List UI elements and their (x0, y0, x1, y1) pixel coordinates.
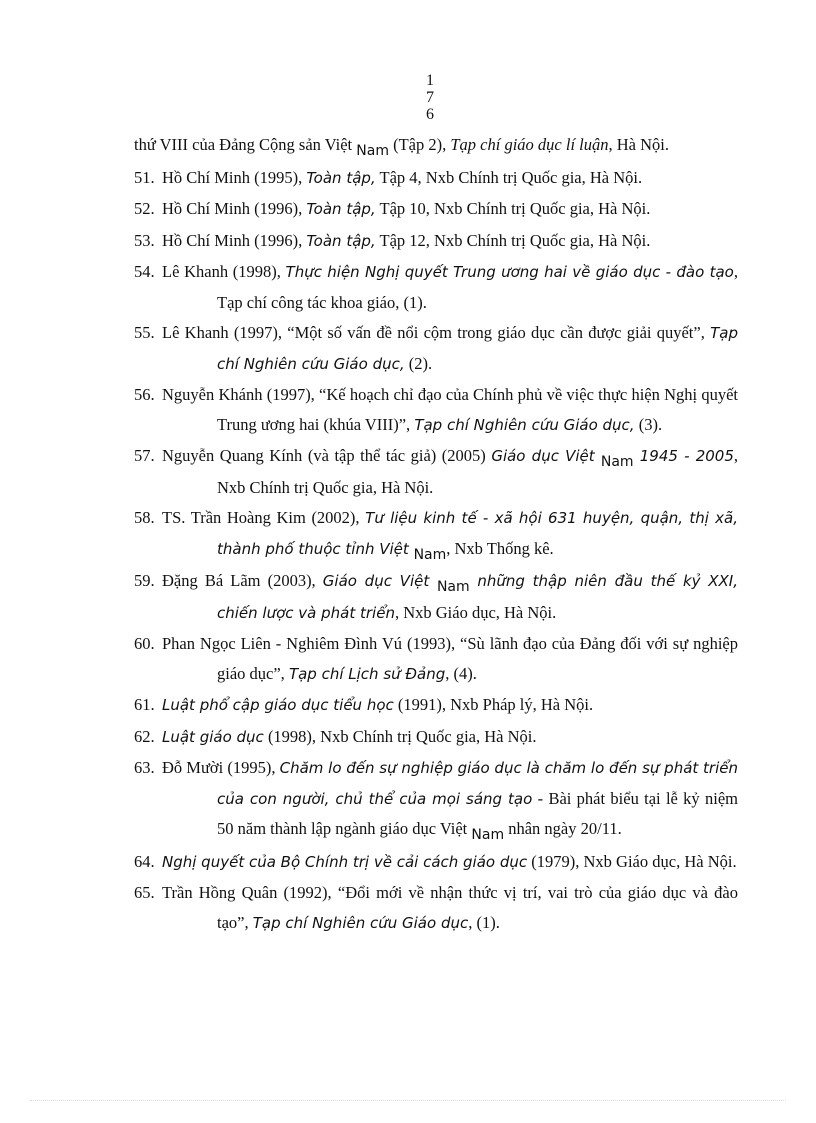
reference-entry-58: 58. TS. Trần Hoàng Kim (2002), Tư liệu kinh tế - xã hội 631 huyện, quận, thị xã, thành phố thuộc tỉnh Việt $_{Nam}$, Nxb Thống kê. (134, 508, 738, 563)
reference-title: Giáo dục Việt (491, 447, 601, 465)
reference-entry-60: 60. Phan Ngọc Liên - Nghiêm Đình Vú (1993), “Sù lãnh đạo của Đảng đối với sự nghiệp giáo dục”, Tạp chí Lịch sử Đảng, (4). (134, 634, 738, 683)
reference-entry-53: 53. Hồ Chí Minh (1996), Toàn tập, Tập 12, Nxb Chính trị Quốc gia, Hà Nội. (134, 230, 651, 250)
reference-title: Chăm lo đến sự nghiệp giáo dục là chăm lo đến sự phát triển của con người, chủ thể của mọi sáng tạo (217, 759, 738, 808)
word-nam: Nam (436, 579, 470, 595)
word-nam: Nam (471, 827, 505, 843)
reference-title: những thập niên đầu thế kỷ XXI, chiến lược và phát triển (217, 572, 738, 622)
reference-title: Tạp chí giáo dục lí luận (450, 135, 609, 154)
page-number (420, 72, 440, 123)
word-nam: Nam (413, 546, 447, 563)
word-nam: Nam (356, 143, 389, 159)
reference-entry-64: 64. Nghị quyết của Bộ Chính trị về cải cách giáo dục (1979), Nxb Giáo dục, Hà Nội. (134, 851, 737, 871)
reference-title: Tạp chí Nghiên cứu Giáo dục, (217, 324, 738, 373)
reference-title: Toàn tập, (306, 168, 376, 187)
reference-title: Thực hiện Nghị quyết Trung ương hai về giáo dục - đào tạo (285, 263, 734, 281)
reference-title: Tạp chí Nghiên cứu Giáo dục, (414, 415, 635, 434)
reference-entry-65: 65. Trần Hồng Quân (1992), “Đổi mới về nhận thức vị trí, vai trò của giáo dục và đào tạo”, Tạp chí Nghiên cứu Giáo dục, (1). (134, 883, 738, 932)
reference-list (134, 130, 738, 938)
reference-title: Tư liệu kinh tế - xã hội 631 huyện, quận, thị xã, thành phố thuộc tỉnh Việt (217, 509, 738, 558)
page-number-digit: 1 (426, 72, 434, 89)
reference-entry-55: 55. Lê Khanh (1997), “Một số vấn đề nổi cộm trong giáo dục cần được giải quyết”, Tạp chí Nghiên cứu Giáo dục, (2). (134, 323, 738, 373)
reference-entry-61: 61. Luật phổ cập giáo dục tiểu học (1991), Nxb Pháp lý, Hà Nội. (134, 695, 594, 714)
reference-entry-51: 51. Hồ Chí Minh (1995), Toàn tập, Tập 4, Nxb Chính trị Quốc gia, Hà Nội. (134, 167, 643, 187)
page-bottom-divider (30, 1100, 786, 1101)
reference-entry-57: 57. Nguyễn Quang Kính (và tập thể tác giả) (2005) Giáo dục Việt $_{Nam}$ 1945 - 2005, Nxb Chính trị Quốc gia, Hà Nội. (134, 446, 738, 497)
reference-entry-59: 59. Đặng Bá Lãm (2003), Giáo dục Việt $_{Nam}$ những thập niên đầu thế kỷ XXI, chiến lược và phát triển, Nxb Giáo dục, Hà Nội. (134, 571, 738, 622)
reference-title: 1945 - 2005 (633, 447, 734, 465)
page-number-digit: 7 (426, 89, 434, 106)
reference-title: Giáo dục Việt (322, 572, 437, 590)
page-number-digit: 6 (426, 106, 434, 123)
reference-continuation: thứ VIII của Đảng Cộng sản Việt $_{Nam}$ (Tập 2), Tạp chí giáo dục lí luận, Hà Nội. (134, 135, 669, 159)
reference-title: Tạp chí Lịch sử Đảng (288, 664, 446, 683)
reference-entry-63: 63. Đỗ Mười (1995), Chăm lo đến sự nghiệp giáo dục là chăm lo đến sự phát triển của con người, chủ thể của mọi sáng tạo - Bài phát biểu tại lễ kỷ niệm 50 năm thành lập ngành giáo dục Việt $_{Nam}$ nhân ngày 20/11. (134, 758, 738, 843)
reference-title: Luật phổ cập giáo dục tiểu học (162, 696, 394, 714)
reference-title: Tạp chí Nghiên cứu Giáo dục (252, 913, 469, 932)
reference-title: Toàn tập, (306, 231, 376, 250)
reference-entry-56: 56. Nguyễn Khánh (1997), “Kế hoạch chỉ đạo của Chính phủ về việc thực hiện Nghị quyết Trung ương hai (khúa VIII)”, Tạp chí Nghiên cứu Giáo dục, (3). (134, 385, 738, 434)
reference-title: Nghị quyết của Bộ Chính trị về cải cách giáo dục (162, 852, 528, 871)
reference-title: Luật giáo dục (162, 727, 264, 746)
reference-entry-54: 54. Lê Khanh (1998), Thực hiện Nghị quyết Trung ương hai về giáo dục - đào tạo, Tạp chí công tác khoa giáo, (1). (134, 262, 738, 312)
word-nam: Nam (600, 454, 634, 470)
reference-title: Toàn tập, (306, 200, 376, 218)
reference-entry-62: 62. Luật giáo dục (1998), Nxb Chính trị Quốc gia, Hà Nội. (134, 726, 537, 746)
reference-entry-52: 52. Hồ Chí Minh (1996), Toàn tập, Tập 10, Nxb Chính trị Quốc gia, Hà Nội. (134, 199, 651, 218)
